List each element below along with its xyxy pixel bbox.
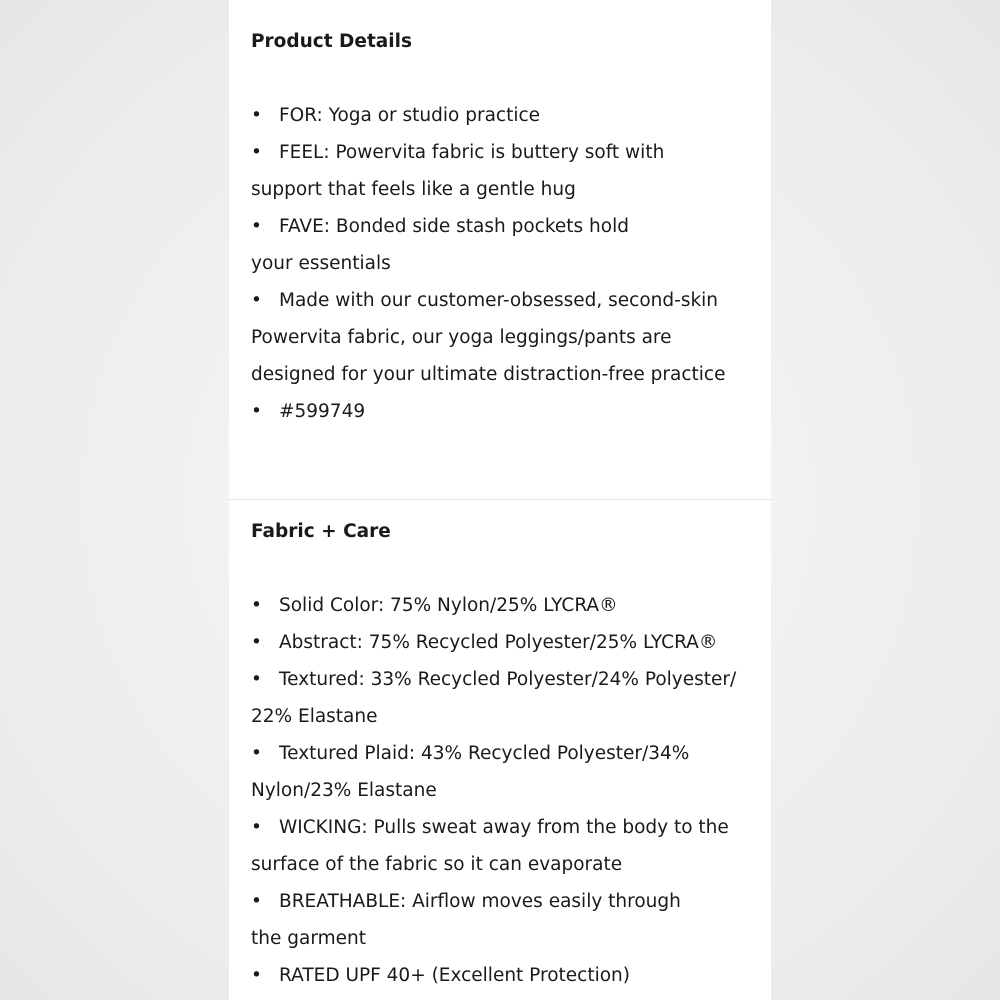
list-item [251,587,751,624]
product-details-section [229,0,771,499]
list-item-text-continued: surface of the fabric so it can evaporate [251,854,623,875]
bullet-line [251,97,751,134]
fabric-care-section [229,500,771,1000]
list-item-text-continued: the garment [251,928,366,949]
list-item-text-continued: 22% Elastane [251,706,378,727]
list-item [251,97,751,134]
list-item-text-continued: Nylon/23% Elastane [251,780,437,801]
list-item-text: Textured Plaid: 43% Recycled Polyester/34% [279,743,690,764]
list-item [251,282,751,393]
bullet-dot: • [251,595,262,616]
bullet-dot: • [251,290,262,311]
bullet-line [251,883,751,920]
list-item [251,957,751,994]
list-item-text: FAVE: Bonded side stash pockets hold [279,216,629,237]
list-item [251,883,751,957]
list-item-text-continued: your essentials [251,253,391,274]
list-item-text: Solid Color: 75% Nylon/25% LYCRA® [279,595,618,616]
list-item [251,393,751,430]
bullet-line [251,957,751,994]
list-item [251,735,751,809]
list-item [251,624,751,661]
bullet-line [251,809,751,846]
bullet-dot: • [251,743,262,764]
list-item-text: Abstract: 75% Recycled Polyester/25% LYCRA® [279,632,718,653]
list-item-text: Made with our customer-obsessed, second-skin [279,290,719,311]
bullet-line [251,282,751,319]
bullet-dot: • [251,891,262,912]
bullet-line [251,208,751,245]
bullet-dot: • [251,669,262,690]
list-item [251,661,751,735]
list-item [251,809,751,883]
bullet-dot: • [251,817,262,838]
list-item-text: WICKING: Pulls sweat away from the body to the [279,817,729,838]
bullet-dot: • [251,216,262,237]
section-title-product-details: Product Details [251,31,412,52]
bullet-line [251,661,751,698]
product-info-panel [229,0,771,1000]
list-item-text-continued: Powervita fabric, our yoga leggings/pants are [251,327,672,348]
bullet-line [251,134,751,171]
list-item-text: Textured: 33% Recycled Polyester/24% Polyester/ [279,669,737,690]
list-item-text-continued: designed for your ultimate distraction-free practice [251,364,726,385]
list-item-text: FEEL: Powervita fabric is buttery soft with [279,142,665,163]
section-title-fabric-care: Fabric + Care [251,521,391,542]
bullet-line [251,587,751,624]
product-details-list [251,97,751,430]
list-item-text: RATED UPF 40+ (Excellent Protection) [279,965,630,986]
bullet-dot: • [251,142,262,163]
list-item-text: BREATHABLE: Airflow moves easily through [279,891,681,912]
style-number: #599749 [279,401,366,422]
bullet-dot: • [251,105,262,126]
list-item [251,134,751,208]
bullet-line [251,393,751,430]
bullet-dot: • [251,401,262,422]
bullet-line [251,735,751,772]
list-item [251,208,751,282]
bullet-line [251,624,751,661]
bullet-dot: • [251,632,262,653]
bullet-dot: • [251,965,262,986]
fabric-care-list [251,587,751,994]
list-item-text-continued: support that feels like a gentle hug [251,179,576,200]
list-item-text: FOR: Yoga or studio practice [279,105,541,126]
